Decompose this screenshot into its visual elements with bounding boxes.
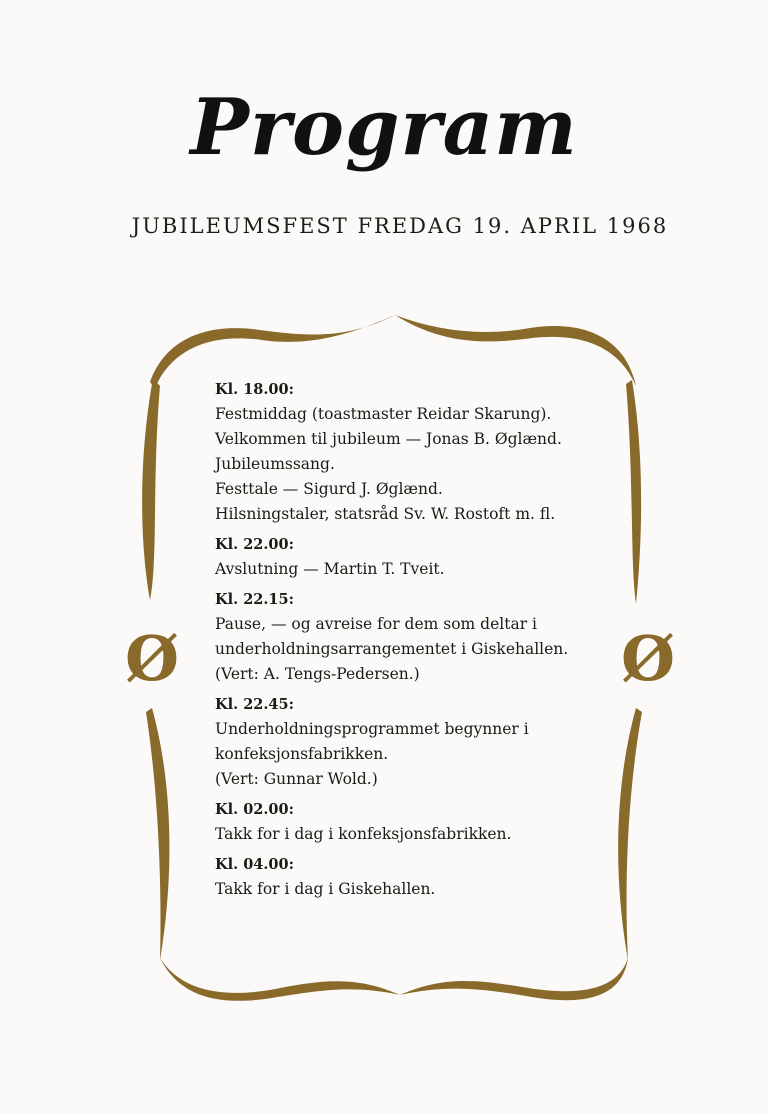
program-schedule [215, 378, 615, 908]
entry-line: (Vert: Gunnar Wold.) [215, 770, 378, 788]
left-o-ornament [120, 626, 184, 690]
frame-right-upper [626, 380, 641, 604]
schedule-entry [215, 533, 615, 582]
entry-line: Festmiddag (toastmaster Reidar Skarung). [215, 405, 552, 423]
entry-line: Festtale — Sigurd J. Øglænd. [215, 480, 443, 498]
schedule-entry [215, 588, 615, 687]
frame-left-upper [142, 378, 160, 600]
entry-line: Hilsningstaler, statsråd Sv. W. Rostoft m. fl. [215, 505, 556, 523]
schedule-entry [215, 798, 615, 847]
entry-line: Velkommen til jubileum — Jonas B. Øglænd. [215, 430, 562, 448]
entry-time: Kl. 22.45: [215, 696, 294, 713]
right-o-ornament [616, 626, 680, 690]
entry-line: Takk for i dag i Giskehallen. [215, 880, 436, 898]
entry-line: Avslutning — Martin T. Tveit. [215, 560, 445, 578]
frame-bottom-right-wave [400, 958, 628, 1000]
entry-time: Kl. 22.00: [215, 536, 294, 553]
entry-time: Kl. 04.00: [215, 856, 294, 873]
frame-bottom-left-wave [160, 958, 400, 1001]
frame-top-right-wave [395, 315, 636, 386]
entry-time: Kl. 02.00: [215, 801, 294, 818]
schedule-entry [215, 853, 615, 902]
schedule-entry [215, 378, 615, 527]
event-subtitle: JUBILEUMSFEST FREDAG 19. APRIL 1968 [131, 214, 669, 238]
entry-time: Kl. 18.00: [215, 381, 294, 398]
entry-line: underholdningsarrangementet i Giskehallen. [215, 640, 569, 658]
page-title: Program [190, 82, 578, 173]
entry-line: konfeksjonsfabrikken. [215, 745, 389, 763]
entry-line: Underholdningsprogrammet begynner i [215, 720, 529, 738]
entry-time: Kl. 22.15: [215, 591, 294, 608]
entry-line: (Vert: A. Tengs-Pedersen.) [215, 665, 420, 683]
entry-line: Jubileumssang. [215, 455, 335, 473]
entry-line: Takk for i dag i konfeksjonsfabrikken. [215, 825, 512, 843]
frame-left-lower [146, 708, 169, 960]
right-ornament-letter: Ø [620, 626, 676, 690]
frame-right-lower [618, 708, 642, 960]
entry-line: Pause, — og avreise for dem som deltar i [215, 615, 537, 633]
schedule-entry [215, 693, 615, 792]
left-ornament-letter: Ø [124, 626, 180, 690]
